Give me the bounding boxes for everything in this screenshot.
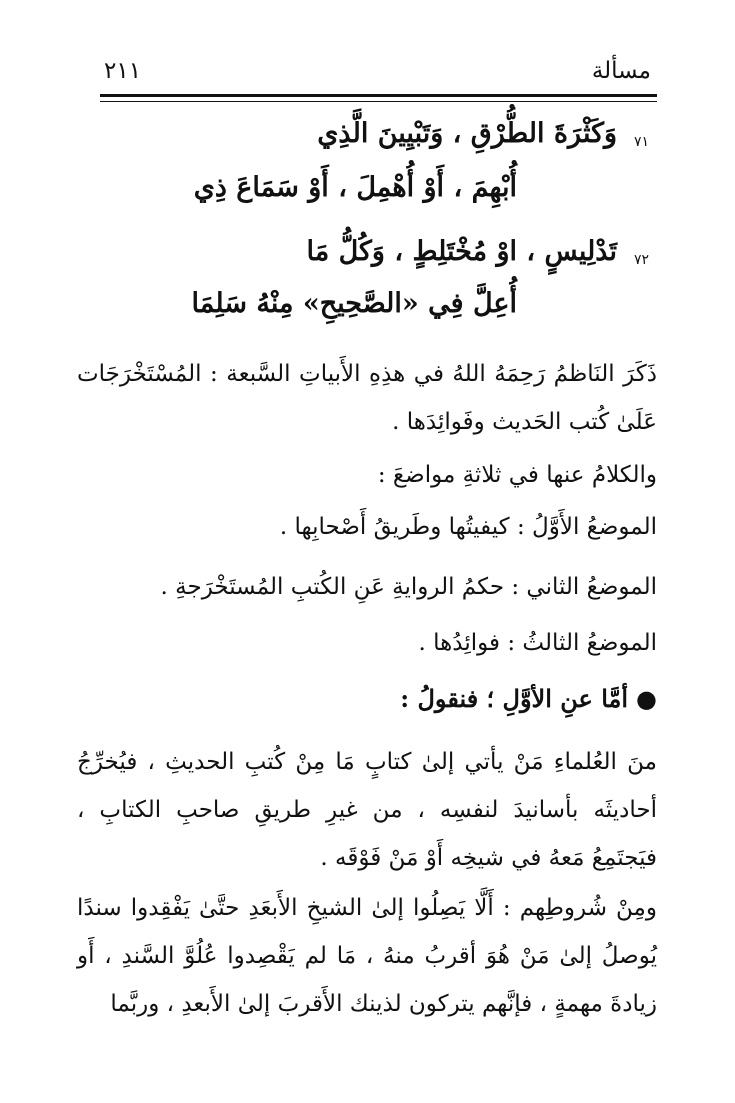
section-heading bbox=[400, 684, 657, 713]
places-intro: والكلامُ عنها في ثلاثةِ مواضعَ : bbox=[377, 462, 657, 488]
place-item: الموضعُ الأَوَّلُ : كيفيتُها وطَريقُ أَصْحابِها . bbox=[279, 514, 657, 540]
verse-number: ٧١ bbox=[633, 134, 649, 150]
verse-number: ٧٢ bbox=[633, 252, 649, 268]
body-paragraph: منَ العُلماءِ مَنْ يأتي إلىٰ كتابٍ مَا مِنْ كُتبِ الحديثِ ، فيُخرِّجُ أحاديثَه بأسانيدَ لنفسِه ، من غيرِ طريقِ صاحبِ الكتابِ ، فيَجتَمِعُ مَعهُ في شيخِه أَوْ مَنْ فَوْقَه . bbox=[77, 749, 657, 871]
page-number: ٢١١ bbox=[104, 58, 142, 84]
bullet-icon: ● bbox=[636, 684, 657, 713]
verse-first-hemistich: وَكَثْرَةَ الطُّرْقِ ، وَتَبْيِينَ الَّذِي bbox=[317, 118, 617, 149]
header-rule-thick bbox=[100, 94, 657, 97]
place-item: الموضعُ الثالثُ : فوائِدُها . bbox=[418, 630, 657, 656]
place-item: الموضعُ الثاني : حكمُ الروايةِ عَنِ الكُتبِ المُستَخْرَجةِ . bbox=[160, 574, 657, 600]
verse-second-hemistich: أُعِلَّ فِي «الصَّحِيحِ» مِنْهُ سَلِمَا bbox=[191, 288, 517, 319]
section-heading-text: أمَّا عنِ الأوَّلِ ؛ فنقولُ : bbox=[400, 684, 629, 713]
intro-paragraph: ذَكَرَ النَاظمُ رَحِمَهُ اللهُ في هذِهِ الأَبياتِ السَّبعة : المُسْتَخْرَجَات عَلَىٰ كُتب الحَديث وفَوائِدَها . bbox=[77, 361, 657, 435]
verse-first-hemistich: تَدْلِيسٍ ، اوْ مُخْتَلِطٍ ، وَكُلُّ مَا bbox=[306, 236, 617, 267]
header-rule-thin bbox=[100, 101, 657, 102]
page-header bbox=[104, 58, 651, 92]
verse-second-hemistich: أُبْهِمَ ، أَوْ أُهْمِلَ ، أَوْ سَمَاعَ ذِي bbox=[193, 172, 517, 203]
running-title: مسألة bbox=[591, 58, 651, 84]
body-paragraph: ومِنْ شُروطِهم : أَلَّا يَصِلُوا إلىٰ الشيخِ الأَبعَدِ حتَّىٰ يَفْقِدوا سندًا يُوصلُ إلىٰ مَنْ هُوَ أقربُ منهُ ، مَا لم يَقْصِدوا عُلُوَّ السَّندِ ، أَو زيادةَ مهمةٍ ، فإنَّهم يتركون لذينك الأَقربَ إلىٰ الأَبعدِ ، وربَّما bbox=[77, 895, 657, 1017]
